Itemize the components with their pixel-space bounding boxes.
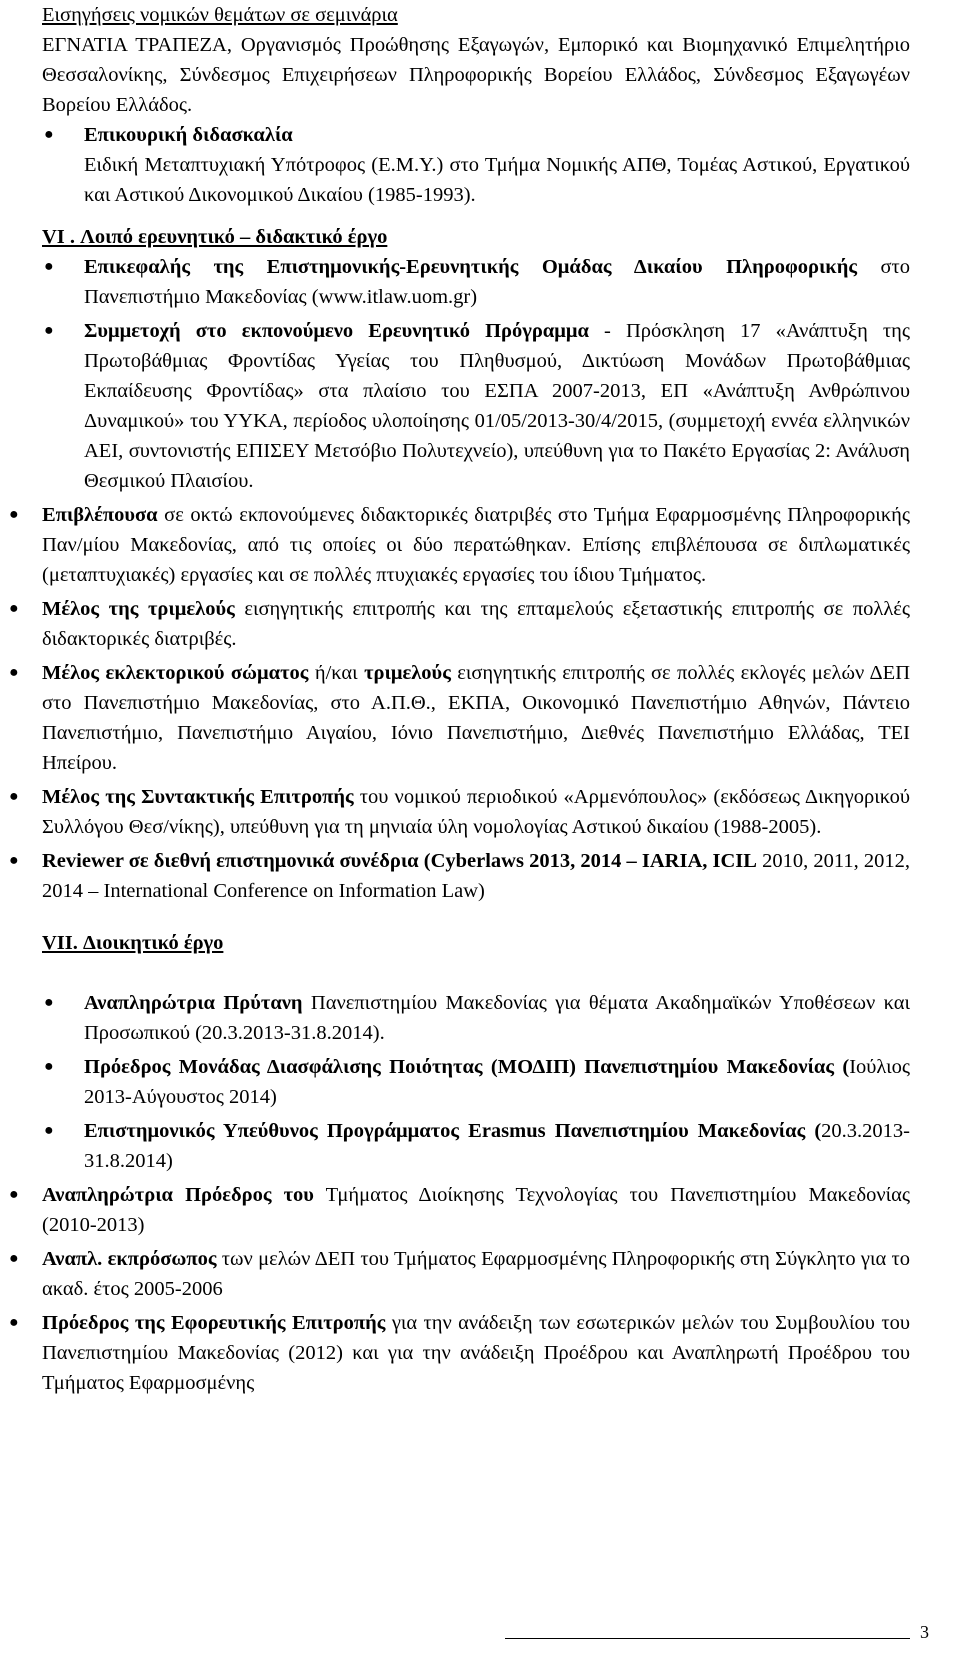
page-number: 3 bbox=[920, 1622, 929, 1642]
list-item: ● Μέλος εκλεκτορικού σώματος ή/και τριμελούς εισηγητικής επιτροπής σε πολλές εκλογές μελών ΔΕΠ στο Πανεπιστήμιο Μακεδονίας, στο Α.Π.Θ., ΕΚΠΑ, Οικονομικό Πανεπιστήμιο Αθηνών, Πάντειο Πανεπιστήμιο, Πανεπιστήμιο Αιγαίου, Ιόνιο Πανεπιστήμιο, Διεθνές Πανεπιστήμιο Ελλάδας, ΤΕΙ Ηπείρου. bbox=[42, 658, 910, 778]
bullet-icon: ● bbox=[9, 1314, 19, 1331]
section-vi-heading: VI . Λοιπό ερευνητικό – διδακτικό έργο bbox=[42, 226, 388, 248]
list-item: ● Αναπληρώτρια Πρύτανη Πανεπιστημίου Μακεδονίας για θέματα Ακαδημαϊκών Υποθέσεων και Προσωπικού (20.3.2013-31.8.2014). bbox=[42, 988, 910, 1048]
list-item: ● Αναπληρώτρια Πρόεδρος του Τμήματος Διοίκησης Τεχνολογίας του Πανεπιστημίου Μακεδονίας (2010-2013) bbox=[42, 1180, 910, 1240]
bullet-icon: ● bbox=[44, 1058, 54, 1075]
bullet-icon: ● bbox=[44, 994, 54, 1011]
section-vii-heading: VII. Διοικητικό έργο bbox=[42, 932, 224, 954]
aux-teaching-text: Ειδική Μεταπτυχιακή Υπότροφος (Ε.Μ.Υ.) στο Τμήμα Νομικής ΑΠΘ, Τομέας Αστικού, Εργατικού και Αστικού Δικονομικού Δικαίου (1985-1993). bbox=[84, 154, 910, 206]
footer-divider bbox=[505, 1638, 910, 1639]
bullet-icon: ● bbox=[44, 126, 54, 143]
seminars-title: Εισηγήσεις νομικών θεμάτων σε σεμινάρια bbox=[42, 4, 398, 26]
bullet-icon: ● bbox=[9, 788, 19, 805]
list-item: ● Μέλος της τριμελούς εισηγητικής επιτροπής και της επταμελούς εξεταστικής επιτροπής σε πολλές διδακτορικές διατριβές. bbox=[42, 594, 910, 654]
list-item: ● Reviewer σε διεθνή επιστημονικά συνέδρια (Cyberlaws 2013, 2014 – IARIA, ICIL 2010, 2011, 2012, 2014 – International Conference on Information Law) bbox=[42, 846, 910, 906]
bullet-icon: ● bbox=[9, 600, 19, 617]
seminars-text: ΕΓΝΑΤΙΑ ΤΡΑΠΕΖΑ, Οργανισμός Προώθησης Εξαγωγών, Εμπορικό και Βιομηχανικό Επιμελητήριο Θεσσαλονίκης, Σύνδεσμος Επιχειρήσεων Πληροφορικής Βορείου Ελλάδος, Σύνδεσμος Εξαγωγέων Βορείου Ελλάδος. bbox=[42, 34, 910, 116]
list-item: ● Πρόεδρος Μονάδας Διασφάλισης Ποιότητας (ΜΟΔΙΠ) Πανεπιστημίου Μακεδονίας (Ιούλιος 2013-Αύγουστος 2014) bbox=[42, 1052, 910, 1112]
aux-teaching-item: ● Επικουρική διδασκαλία bbox=[42, 120, 910, 150]
bullet-icon: ● bbox=[9, 1250, 19, 1267]
list-item: ● Επιστημονικός Υπεύθυνος Προγράμματος Erasmus Πανεπιστημίου Μακεδονίας (20.3.2013-31.8.2014) bbox=[42, 1116, 910, 1176]
bullet-icon: ● bbox=[44, 1122, 54, 1139]
bullet-icon: ● bbox=[9, 852, 19, 869]
bullet-icon: ● bbox=[9, 664, 19, 681]
document-page bbox=[9, 0, 911, 1398]
list-item: ● Μέλος της Συντακτικής Επιτροπής του νομικού περιοδικού «Αρμενόπουλος» (εκδόσεως Δικηγορικού Συλλόγου Θεσ/νίκης), υπεύθυνη για τη μηνιαία ύλη νομολογίας Αστικού δικαίου (1988-2005). bbox=[42, 782, 910, 842]
bullet-icon: ● bbox=[44, 258, 54, 275]
bullet-icon: ● bbox=[44, 322, 54, 339]
bullet-icon: ● bbox=[9, 506, 19, 523]
list-item: ● Αναπλ. εκπρόσωπος των μελών ΔΕΠ του Τμήματος Εφαρμοσμένης Πληροφορικής στη Σύγκλητο για το ακαδ. έτος 2005-2006 bbox=[42, 1244, 910, 1304]
bullet-icon: ● bbox=[9, 1186, 19, 1203]
list-item: ● Επιβλέπουσα σε οκτώ εκπονούμενες διδακτορικές διατριβές στο Τμήμα Εφαρμοσμένης Πληροφορικής Παν/μίου Μακεδονίας, από τις οποίες οι δύο περατώθηκαν. Επίσης επιβλέπουσα σε διπλωματικές (μεταπτυχιακές) εργασίες και σε πολλές πτυχιακές εργασίες του ίδιου Τμήματος. bbox=[42, 500, 910, 590]
list-item: ● Συμμετοχή στο εκπονούμενο Ερευνητικό Πρόγραμμα - Πρόσκληση 17 «Ανάπτυξη της Πρωτοβάθμιας Φροντίδας Υγείας του Πληθυσμού, Δικτύωση Μονάδων Πρωτοβάθμιας Εκπαίδευσης Φροντίδας» στα πλαίσιο του ΕΣΠΑ 2007-2013, ΕΠ «Ανάπτυξη Ανθρώπινου Δυναμικού» του ΥΥΚΑ, περίοδος υλοποίησης 01/05/2013-30/4/2015, (συμμετοχή εννέα ελληνικών ΑΕΙ, συντονιστής ΕΠΙΣΕΥ Μετσόβιο Πολυτεχνείο), υπεύθυνη για το Πακέτο Εργασίας 2: Ανάλυση Θεσμικού Πλαισίου. bbox=[42, 316, 910, 496]
list-item: ● Πρόεδρος της Εφορευτικής Επιτροπής για την ανάδειξη των εσωτερικών μελών του Συμβουλίου του Πανεπιστημίου Μακεδονίας (2012) και για την ανάδειξη Προέδρου και Αναπληρωτή Προέδρου του Τμήματος Εφαρμοσμένης bbox=[42, 1308, 910, 1398]
list-item: ● Επικεφαλής της Επιστημονικής-Ερευνητικής Ομάδας Δικαίου Πληροφορικής στο Πανεπιστήμιο Μακεδονίας (www.itlaw.uom.gr) bbox=[42, 252, 910, 312]
